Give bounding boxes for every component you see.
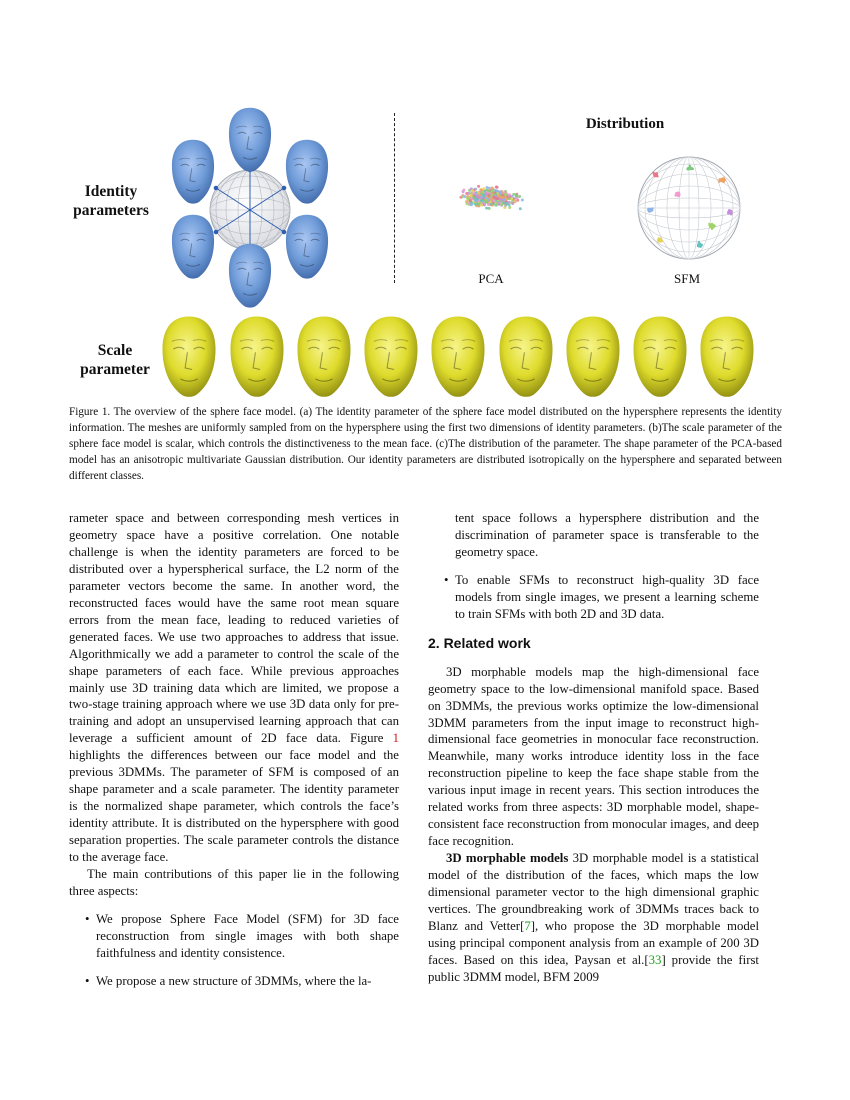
sfm-label: SFM (673, 271, 701, 286)
paragraph-text: 3D morphable model is a statistical model of the distribution of the faces, which maps the low dimensional parameter vector to the high dimensional graphic vertices. The groundbreaking work of 3DMMs traces back to Blanz and Vetter[ (428, 851, 759, 933)
figure-caption: Figure 1. The overview of the sphere face model. (a) The identity parameter of the sphere face model distributed on the hypersphere represents the identity information. The meshes are uniformly sampled from on the hypersphere using the first two dimensions of identity parameters. (b)The scale parameter of the sphere face model is scalar, which controls the distinctiveness to the mean face. (c)The distribution of the parameter. The shape parameter of the PCA-based model has an anisotropic multivariate Gaussian distribution. Our identity parameters are distributed isotropically on the hypersphere and separated between different classes. (69, 406, 782, 482)
related-work-paragraph: 3D morphable models map the high-dimensional face geometry space to the low-dimensional manifold space. Based on 3DMMs, the previous works optimize the low-dimensional 3DMM parameters from the input image to reconstruct high-dimensional face geometries in monocular face reconstruction. Meanwhile, many works introduce identity loss in the face reconstruction pipeline to keep the face shape stable from the various input image in recent years. This section introduces the related works from three aspects: 3D morphable model, shape-consistent face reconstruction from monocular images, and deep face recognition. (428, 664, 759, 849)
identity-parameters-label: Identity parameters (73, 183, 149, 219)
paragraph-continued (69, 510, 399, 866)
bullet-text: We propose Sphere Face Model (SFM) for 3D face reconstruction from single images with both shape faithfulness and identity consistence. (96, 911, 399, 960)
left-column (69, 510, 399, 990)
scale-face-group (162, 316, 753, 396)
distribution-title: Distribution (585, 116, 665, 132)
bullet-text: To enable SFMs to reconstruct high-quality 3D face models from single images, we present a learning scheme to train SFMs with both 2D and 3D data. (455, 572, 759, 621)
paragraph-text: highlights the differences between our face model and the previous 3DMMs. The parameter of SFM is composed of an shape parameter and a scale parameter. The identity parameter is the normalized shape parameter, which controls the face’s identity attribute. It is distributed on the hypersphere with good separation properties. The scale parameter controls the distance to the average face. (69, 748, 399, 865)
paragraph-text: rameter space and between corresponding mesh vertices in geometry space have a positive correlation. One notable challenge is when the identity parameters are forced to be distributed over a hyperspherical surface, the L2 norm of the parameter vectors become the same. In another word, the reconstructed faces would have the same root mean square errors from the mean face, leading to reduced varieties of generated faces. We use two approaches to address that issue. Algorithmically we add a parameter to control the scale of the shape parameters of each face. While previous approaches mainly use 3D training data which are limited, we propose a two-stage training approach where we use 3D data only for pre-training and adopt an unsupervised learning approach that can leverage a sufficient amount of 2D face data. Figure (69, 511, 399, 746)
citation-link[interactable]: 33 (648, 952, 662, 967)
bullet-item (428, 572, 759, 623)
sfm-sphere-plot (638, 157, 740, 259)
bullet-icon: • (85, 973, 90, 988)
figure-reference-link[interactable]: 1 (392, 731, 399, 746)
contributions-intro: The main contributions of this paper lie in the following three aspects: (69, 867, 399, 898)
bullet-item (69, 911, 399, 962)
pca-scatter-plot (460, 185, 524, 210)
citation-link[interactable]: 7 (524, 918, 531, 933)
paragraph-heading: 3D morphable models (446, 851, 569, 866)
bullet-icon: • (85, 911, 90, 926)
paragraph-text: ] provide the first public 3DMM model, BFM 2009 (428, 952, 759, 984)
right-column (428, 510, 759, 986)
identity-hypersphere (210, 168, 290, 250)
bullet-text: We propose a new structure of 3DMMs, where the la- (96, 973, 372, 988)
paragraph-text: ], who propose the 3D morphable model using principal component analysis from an example of 200 3D faces. Based on this idea, Paysan et al.[ (428, 918, 760, 967)
figure-1 (0, 0, 850, 400)
morphable-models-paragraph (428, 850, 759, 986)
pca-label: PCA (478, 271, 504, 286)
section-heading: 2. Related work (428, 634, 531, 651)
panel-divider (394, 113, 395, 283)
bullet-item (69, 973, 399, 990)
bullet-continued: tent space follows a hypersphere distribution and the discrimination of parameter space is transferable to the geometry space. (455, 511, 759, 559)
bullet-icon: • (444, 572, 449, 587)
scale-parameter-label: Scale parameter (80, 342, 150, 378)
